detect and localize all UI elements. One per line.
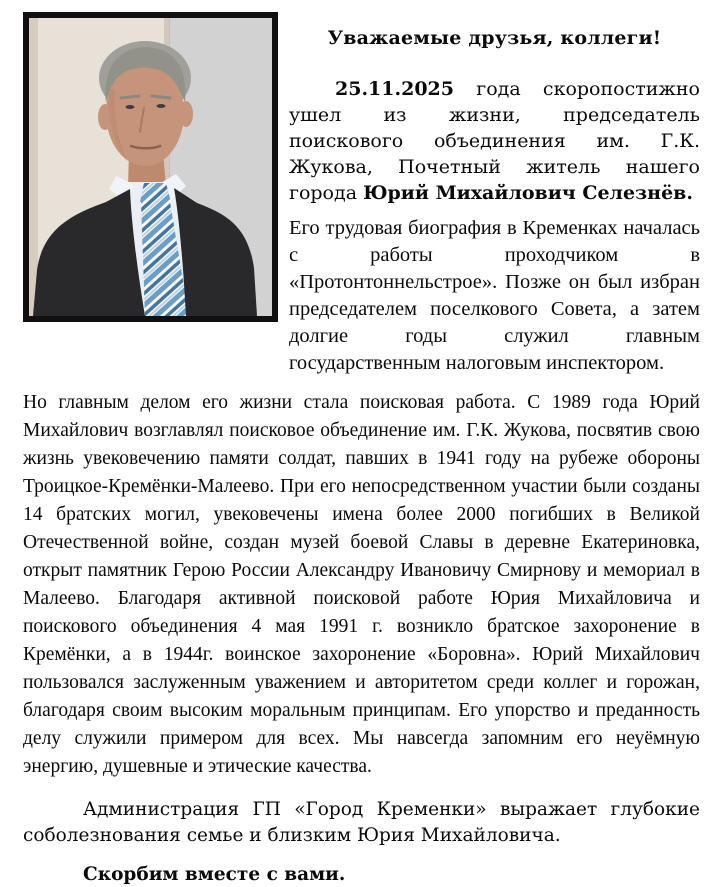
closing-line: Скорбим вместе с вами. xyxy=(83,864,346,885)
intro-paragraph xyxy=(289,76,700,206)
right-eyebrow xyxy=(152,96,170,98)
right-eye xyxy=(157,104,166,108)
top-section xyxy=(23,12,700,377)
bio-paragraph: Его трудовая биография в Кременках началась с работы проходчиком в «Протонтоннельстрое». Позже он был избран председателем поселкового Совета, а затем долгие годы служил главным государственным налоговым инспектором. xyxy=(289,217,700,374)
header-column xyxy=(289,12,700,377)
wall-left-edge xyxy=(29,18,38,316)
page-title: Уважаемые друзья, коллеги! xyxy=(327,27,662,49)
deceased-name: Юрий Михайлович Селезнёв. xyxy=(363,182,693,204)
condolence-paragraph: Администрация ГП «Город Кременки» выражает глубокие соболезнования семье и близким Юрия Михайловича. xyxy=(23,799,700,846)
portrait-illustration xyxy=(29,18,272,316)
death-date: 25.11.2025 xyxy=(335,78,454,100)
tie-knot-shape xyxy=(140,183,171,202)
main-paragraph: Но главным делом его жизни стала поисковая работа. С 1989 года Юрий Михайлович возглавлял поисковое объединение им. Г.К. Жукова, посвятив свою жизнь увековечению памяти солдат, павших в 1941 году на рубеже обороны Троицкое-Кремёнки-Малеево. При его непосредственном участии были созданы 14 братских могил, увековечены имена более 2000 погибших в Великой Отечественной войне, создан музей боевой Славы в деревне Екатериновка, открыт памятник Герою России Александру Ивановичу Смирнову и мемориал в Малеево. Благодаря активной поисковой работе Юрия Михайловича и поискового объединения 4 мая 1991 г. возникло братское захоронение в Кремёнки, а в 1944г. воинское захоронение «Боровна». Юрий Михайлович пользовался заслуженным уважением и авторитетом среди коллег и горожан, благодаря своим высоким моральным принципам. Его упорство и преданность делу служили примером для всех. Мы навсегда запомним его неуёмную энергию, душевные и этические качества. xyxy=(23,392,700,777)
portrait-photo xyxy=(23,12,278,322)
left-eye xyxy=(126,105,135,109)
left-eyebrow xyxy=(121,96,139,98)
intro-text: года скоропостижно ушел из жизни, председатель поискового объединения им. Г.К. Жукова, Почетный житель нашего города xyxy=(289,78,700,204)
